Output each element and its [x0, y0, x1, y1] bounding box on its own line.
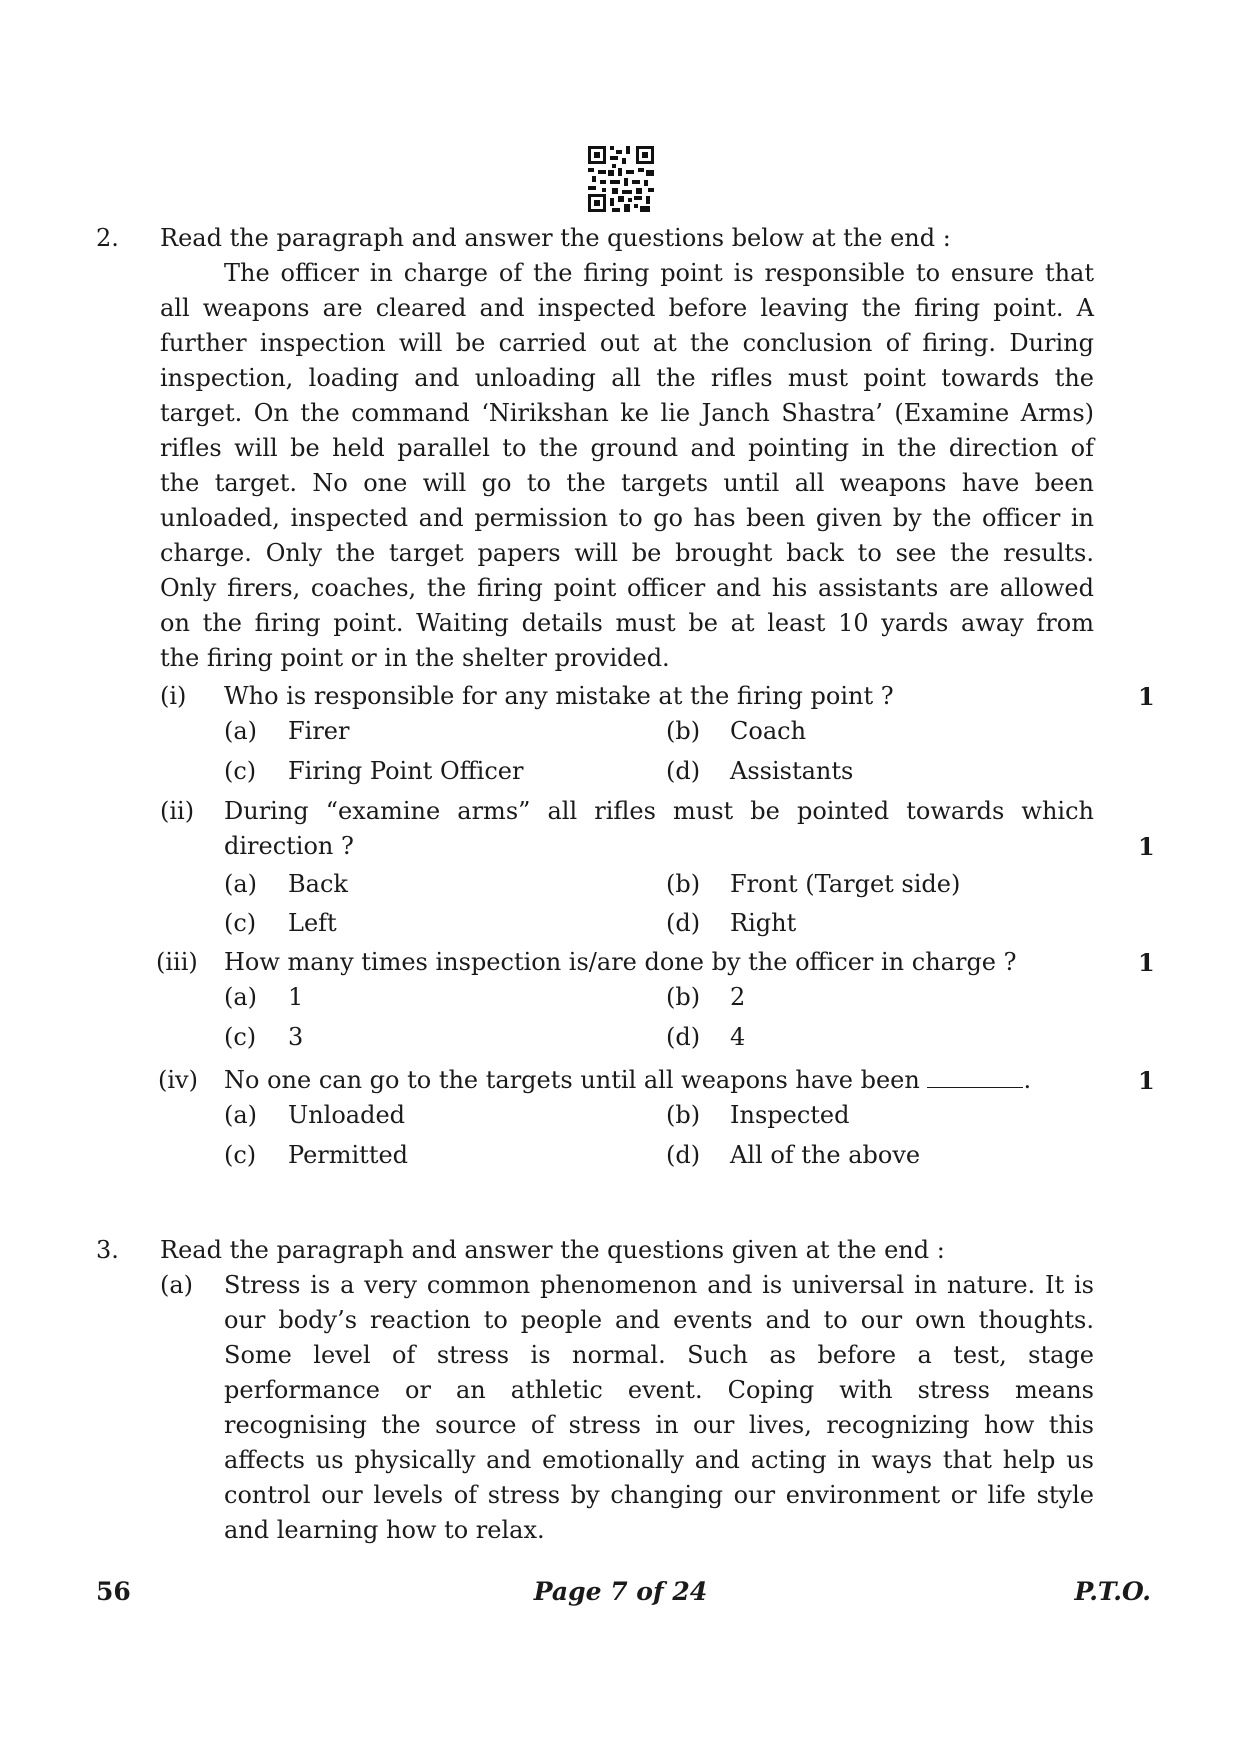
question-number: 3.: [96, 1236, 119, 1264]
please-turn-over: P.T.O.: [1074, 1577, 1151, 1606]
option-text: Assistants: [730, 757, 854, 785]
passage-line: affects us physically and emotionally and acting in ways that help us: [224, 1446, 1094, 1474]
sub-question-text-main: No one can go to the targets until all weapons have been: [224, 1066, 920, 1094]
qr-code-icon: [588, 146, 654, 212]
option-label: (b): [666, 983, 701, 1011]
passage-line: all weapons are cleared and inspected before leaving the firing point. A: [160, 294, 1094, 322]
option-a[interactable]: [224, 714, 349, 749]
option-d[interactable]: [666, 1020, 745, 1055]
passage-line: target. On the command ‘Nirikshan ke lie Janch Shastra’ (Examine Arms): [160, 399, 1094, 427]
option-b[interactable]: [666, 1098, 849, 1133]
sub-question-label: (ii): [160, 797, 195, 825]
option-c[interactable]: [224, 1020, 303, 1055]
sub-question-text: Who is responsible for any mistake at the firing point ?: [224, 682, 894, 710]
option-text: Firing Point Officer: [288, 757, 524, 785]
sub-question-label: (a): [160, 1271, 194, 1299]
passage-line: recognising the source of stress in our lives, recognizing how this: [224, 1411, 1094, 1439]
passage-line: further inspection will be carried out at the conclusion of firing. During: [160, 329, 1094, 357]
sub-question-label: (iii): [156, 948, 198, 976]
option-label: (c): [224, 909, 257, 937]
marks: 1: [1138, 682, 1155, 711]
option-a[interactable]: [224, 1098, 405, 1133]
option-text: All of the above: [730, 1141, 921, 1169]
fill-in-blank: [927, 1063, 1023, 1088]
marks: 1: [1138, 832, 1155, 861]
option-text: Back: [288, 870, 348, 898]
passage-line: our body’s reaction to people and events and to our own thoughts.: [224, 1306, 1094, 1334]
option-label: (c): [224, 757, 257, 785]
option-text: Firer: [288, 717, 350, 745]
option-text: 2: [730, 983, 746, 1011]
sub-question-text-line: direction ?: [224, 832, 354, 860]
option-d[interactable]: [666, 754, 853, 789]
option-label: (b): [666, 870, 701, 898]
passage-line: inspection, loading and unloading all the rifles must point towards the: [160, 364, 1094, 392]
passage-line: the target. No one will go to the targets until all weapons have been: [160, 469, 1094, 497]
passage-line: the firing point or in the shelter provided.: [160, 644, 670, 672]
option-b[interactable]: [666, 714, 806, 749]
page-number: Page 7 of 24: [533, 1577, 708, 1606]
option-label: (a): [224, 983, 258, 1011]
option-label: (c): [224, 1141, 257, 1169]
option-text: 3: [288, 1023, 304, 1051]
option-text: Permitted: [288, 1141, 409, 1169]
passage: [160, 256, 1094, 676]
option-label: (d): [666, 1141, 701, 1169]
option-text: Coach: [730, 717, 807, 745]
option-text: Inspected: [730, 1101, 850, 1129]
passage-line: unloaded, inspected and permission to go has been given by the officer in: [160, 504, 1094, 532]
option-text: 4: [730, 1023, 746, 1051]
sub-question-text: [224, 794, 1094, 864]
option-c[interactable]: [224, 906, 337, 941]
option-label: (d): [666, 757, 701, 785]
sub-question-text: How many times inspection is/are done by the officer in charge ?: [224, 948, 1017, 976]
option-label: (d): [666, 1023, 701, 1051]
option-label: (d): [666, 909, 701, 937]
option-text: Right: [730, 909, 797, 937]
passage-line: rifles will be held parallel to the ground and pointing in the direction of: [160, 434, 1094, 462]
passage-line: on the firing point. Waiting details must be at least 10 yards away from: [160, 609, 1094, 637]
option-label: (c): [224, 1023, 257, 1051]
paper-code: 56: [96, 1577, 131, 1606]
sub-question-text: [224, 1063, 1094, 1098]
option-b[interactable]: [666, 867, 960, 902]
option-label: (a): [224, 717, 258, 745]
passage-line: and learning how to relax.: [224, 1516, 545, 1544]
option-label: (b): [666, 1101, 701, 1129]
passage-line: performance or an athletic event. Coping with stress means: [224, 1376, 1094, 1404]
option-label: (b): [666, 717, 701, 745]
passage-line: control our levels of stress by changing our environment or life style: [224, 1481, 1094, 1509]
sub-question-text-end: .: [1023, 1066, 1032, 1094]
passage-line: charge. Only the target papers will be brought back to see the results.: [160, 539, 1094, 567]
passage-line: Only firers, coaches, the firing point officer and his assistants are allowed: [160, 574, 1094, 602]
option-b[interactable]: [666, 980, 745, 1015]
option-c[interactable]: [224, 754, 523, 789]
passage-line: Some level of stress is normal. Such as before a test, stage: [224, 1341, 1094, 1369]
option-label: (a): [224, 870, 258, 898]
sub-question-label: (iv): [158, 1066, 198, 1094]
sub-question-label: (i): [160, 682, 187, 710]
passage: [224, 1268, 1094, 1548]
marks: 1: [1138, 948, 1155, 977]
option-d[interactable]: [666, 906, 796, 941]
option-text: Front (Target side): [730, 870, 961, 898]
passage-line: The officer in charge of the firing point is responsible to ensure that: [224, 259, 1094, 287]
option-text: 1: [288, 983, 304, 1011]
option-label: (a): [224, 1101, 258, 1129]
option-a[interactable]: [224, 867, 348, 902]
question-instruction: Read the paragraph and answer the questions below at the end :: [160, 224, 951, 252]
marks: 1: [1138, 1066, 1155, 1095]
sub-question-text-line: During “examine arms” all rifles must be pointed towards which: [224, 797, 1094, 825]
option-text: Left: [288, 909, 337, 937]
passage-line: Stress is a very common phenomenon and is universal in nature. It is: [224, 1271, 1094, 1299]
question-instruction: Read the paragraph and answer the questions given at the end :: [160, 1236, 945, 1264]
option-a[interactable]: [224, 980, 303, 1015]
option-d[interactable]: [666, 1138, 920, 1173]
option-c[interactable]: [224, 1138, 408, 1173]
option-text: Unloaded: [288, 1101, 406, 1129]
question-number: 2.: [96, 224, 119, 252]
